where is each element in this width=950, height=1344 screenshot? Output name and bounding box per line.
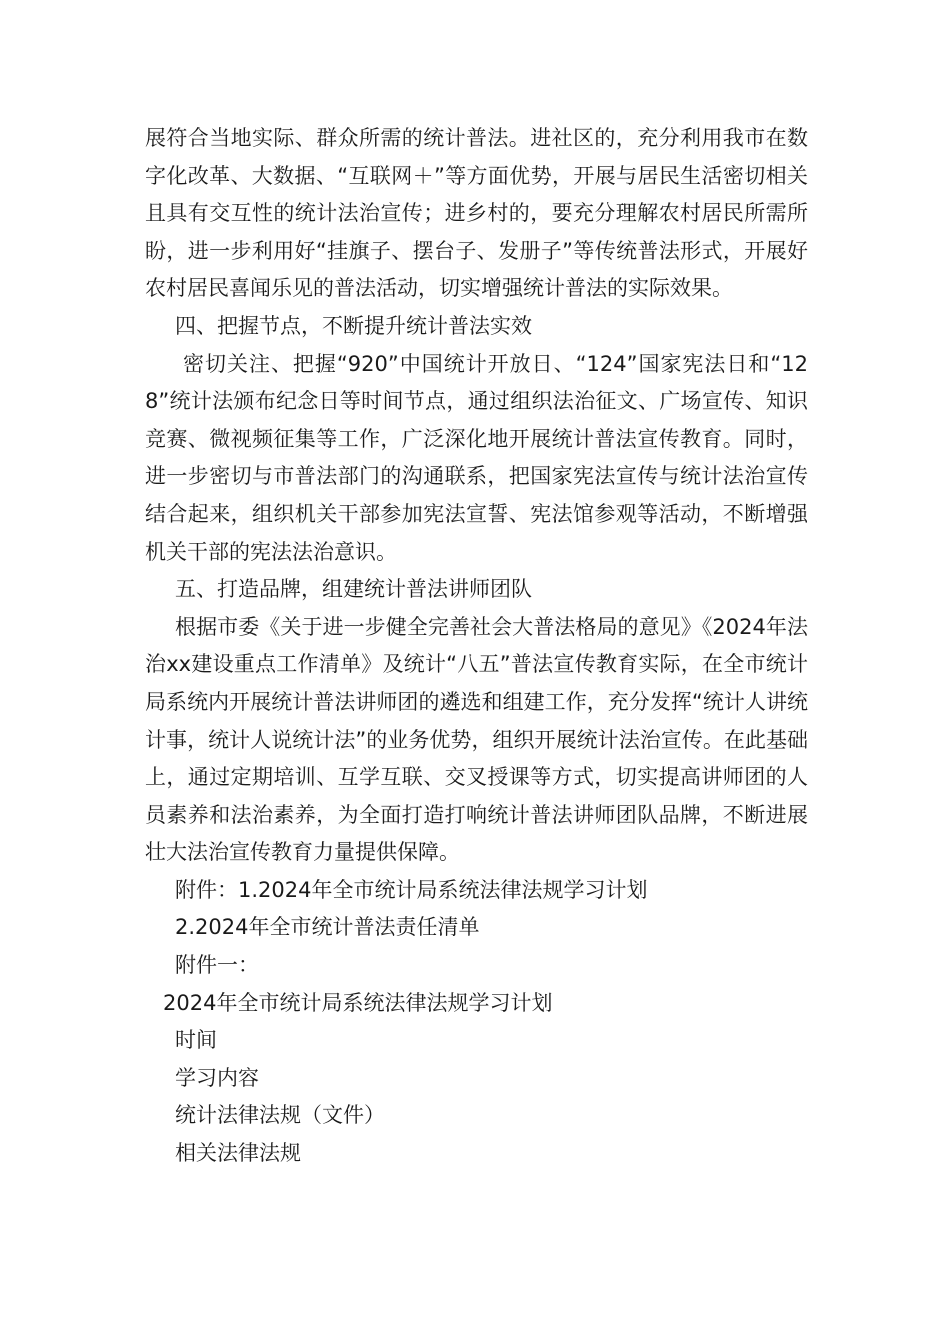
paragraph-lecturer-team: 根据市委《关于进一步健全完善社会大普法格局的意见》《2024年法治xx建设重点工作清单》及统计“八五”普法宣传教育实际，在全市统计局系统内开展统计普法讲师团的遴选和组建工作，充分发挥“统计人讲统计事，统计人说统计法”的业务优势，组织开展统计法治宣传。在此基础上，通过定期培训、互学互联、交叉授课等方式，切实提高讲师团的人员素养和法治素养，为全面打造打响统计普法讲师团队品牌，不断进展壮大法治宣传教育力量提供保障。 bbox=[145, 614, 808, 865]
attachment-list-line-2: 2.2024年全市统计普法责任清单 bbox=[175, 915, 480, 940]
section-heading-4: 四、把握节点，不断提升统计普法实效 bbox=[175, 313, 532, 338]
table-header-statistical-laws: 统计法律法规（文件） bbox=[175, 1103, 385, 1128]
paragraph-key-dates: 密切关注、把握“920”中国统计开放日、“124”国家宪法日和“128”统计法颁布纪念日等时间节点，通过组织法治征文、广场宣传、知识竞赛、微视频征集等工作，广泛深化地开展统计普法宣传教育。同时，进一步密切与市普法部门的沟通联系，把国家宪法宣传与统计法治宣传结合起来，组织机关干部参加宪法宣誓、宪法馆参观等活动，不断增强机关干部的宪法法治意识。 bbox=[145, 351, 808, 564]
table-header-study-content: 学习内容 bbox=[175, 1065, 259, 1090]
plan-title: 2024年全市统计局系统法律法规学习计划 bbox=[163, 990, 553, 1015]
paragraph-community-rural-outreach: 展符合当地实际、群众所需的统计普法。进社区的，充分利用我市在数字化改革、大数据、“互联网＋”等方面优势，开展与居民生活密切相关且具有交互性的统计法治宣传；进乡村的，要充分理解农村居民所需所盼，进一步利用好“挂旗子、摆台子、发册子”等传统普法形式，开展好农村居民喜闻乐见的普法活动，切实增强统计普法的实际效果。 bbox=[145, 126, 808, 301]
section-heading-5: 五、打造品牌，组建统计普法讲师团队 bbox=[175, 577, 532, 602]
appendix-label: 附件一： bbox=[175, 953, 259, 978]
attachment-list-line-1: 附件：1.2024年全市统计局系统法律法规学习计划 bbox=[175, 877, 648, 902]
table-header-time: 时间 bbox=[175, 1028, 217, 1053]
document-body bbox=[145, 120, 808, 1173]
table-header-related-laws: 相关法律法规 bbox=[175, 1141, 301, 1166]
